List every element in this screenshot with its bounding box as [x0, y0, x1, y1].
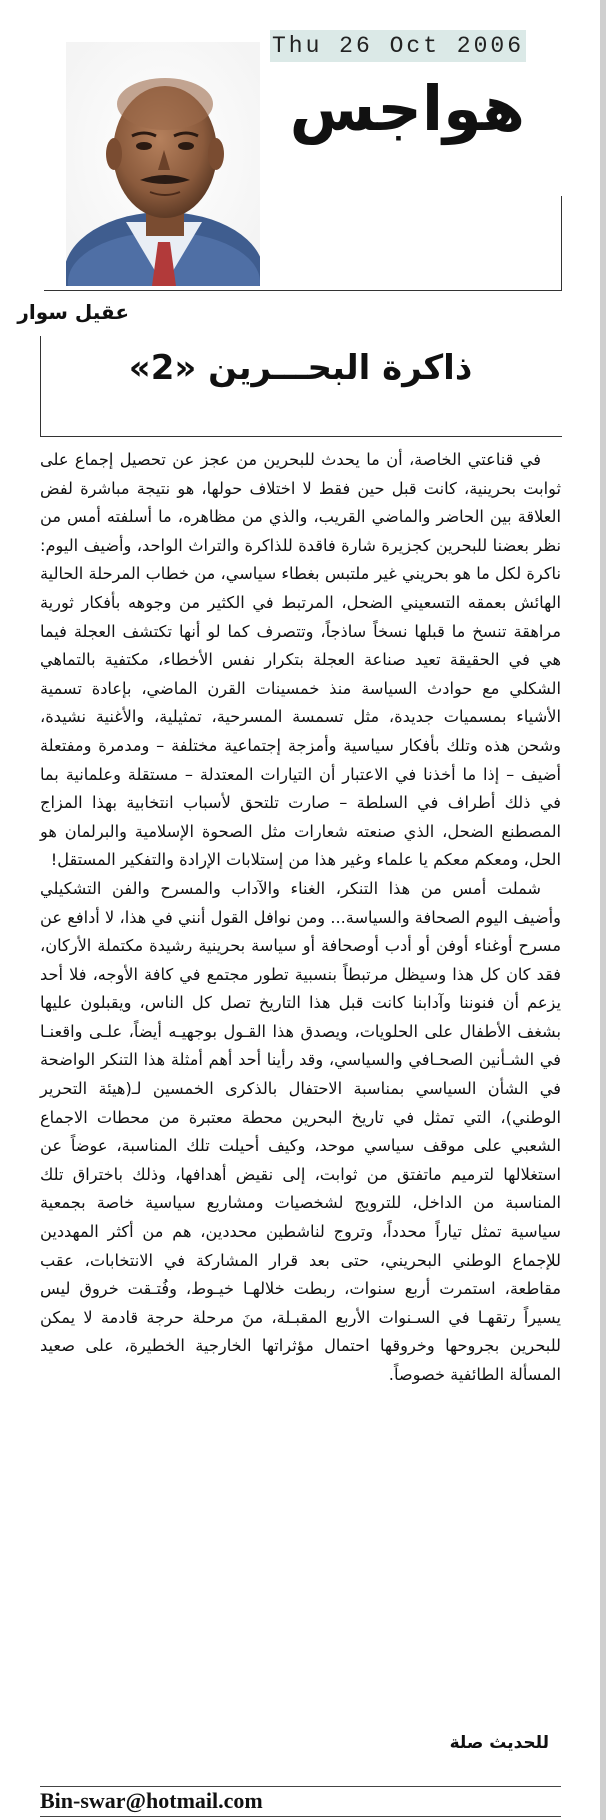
article-paragraph: في قناعتي الخاصة، أن ما يحدث للبحرين من عجز عن تحصيل إجماع على ثوابت بحرينية، كانت قبل حين فقط لا اختلاف حولها، هو نتيجة مباشرة لفض العلاقة بين الحاضر والماضي القريب، والذي من مظاهره، ما أسلفته أمس من نظر بعضنا للبحرين كجزيرة شارة فاقدة للذاكرة والتراث الواحد، وأضيف اليوم: ناكرة لكل ما هو بحريني غير ملتبس بغطاء سياسي، من خطاب المرحلة الحالية الهائش بعمقه التسعيني الضحل، المرتبط في الكثير من وجوهه بأفكار ثورية مراهقة تنسخ ما قبلها نسخاً ساذجاً، وتتصرف كما لو أنها تكتشف العجلة فيما هي في الحقيقة تعيد صناعة العجلة بتكرار نفس الأخطاء، مكتفية بالتماهي الشكلي مع حوادث السياسة منذ خمسينات القرن الماضي، بإعادة تسمية الأشياء بمسميات جديدة، مثل تسمسة المسرحية، تمثيلية، والأغنية نشيدة، وشحن هذه وتلك بأفكار سياسية وأمزجة إجتماعية مختلفة – ومدمرة ومفتعلة أضيف – إذا ما أخذنا في الاعتبار أن التيارات المعتدلة – مستقلة وعلمانية بما في ذلك أطراف في السلطة – صارت تلتحق لأسباب انتخابية بهذا المزاج المصطنع الضحل، الذي صنعته شعارات مثل الصحوة الإسلامية والبرلمان هو الحل، ومعكم معكم يا علماء وغير هذا من إستلابات الإرادة والتفكير المستقل! — [40, 450, 561, 870]
author-email: Bin-swar@hotmail.com — [40, 1788, 263, 1813]
author-name: عقيل سوار — [17, 300, 129, 324]
article-body — [40, 446, 561, 1390]
author-portrait — [66, 42, 260, 286]
article-title: ذاكرة البحـــرين «2» — [128, 348, 473, 388]
footer-rule-bottom — [40, 1816, 561, 1817]
column-masthead: هواجس — [289, 72, 525, 145]
issue-date: Thu 26 Oct 2006 — [270, 30, 526, 62]
article-paragraph: شملت أمس من هذا التنكر، الغناء والآداب والمسرح والفن التشكيلي وأضيف اليوم الصحافة والسياسة... ومن نوافل القول أنني في هذا، لا أدافع عن مسرح أوغناء أوفن أو أدب أوصحافة أو سياسة بحرينية رشيدة مكتملة الأركان، فقد كان كل هذا وسيظل مرتبطاً بنسبية تطور مجتمع في كافة الأوجه، فلا أحد يزعم أن فنوننا وآدابنا كانت قبل هذا التاريخ تصل كل الناس، ويقبلون عليها بشغف الأطفال على الحلويات، ويصدق هذا القـول بوجهيـه أيضاً، علـى واقعنـا في الشـأنين الصحـافي والسياسي، وقد رأينا أحد أهم أمثلة هذا التنكر الواضحة في الشأن السياسي بمناسبة الاحتفال بالذكرى الخمسين لـ(هيئة التحرير الوطني)، التي تمثل في تاريخ البحرين محطة معتبرة من محطات الاجماع الشعبي على موقف سياسي موحد، وكيف أحيلت تلك المناسبة، عوضاً عن استغلالها لترميم ماتفتق من ثوابت، إلى نقيض أهدافها، وذلك باختراق تلك المناسبة من الداخل، للترويج لشخصيات ومشاريع سياسية خاصة بجمعية سياسية تمثل تياراً محدداً، وتروج لناشطين محددين، هم من أكثر المهددين للإجماع الوطني البحريني، حتى بعد قرار المشاركة في الانتخابات، عقب مقاطعة، استمرت أربع سنوات، ربطت خلالهـا خيـوط، وفُتـقت خروق ليس يسيراً رتقهـا في السـنوات الأربع المقبـلة، منَ مرحلة حرجة قادمة لا يمكن للبحرين بجروحها وخروقها احتمال مؤثراتها الخارجية الخطيرة، على صعيد المسألة الطائفية خصوصاً. — [40, 878, 561, 1384]
page-edge-rule — [600, 0, 606, 1820]
article-signoff: للحديث صلة — [449, 1733, 549, 1753]
